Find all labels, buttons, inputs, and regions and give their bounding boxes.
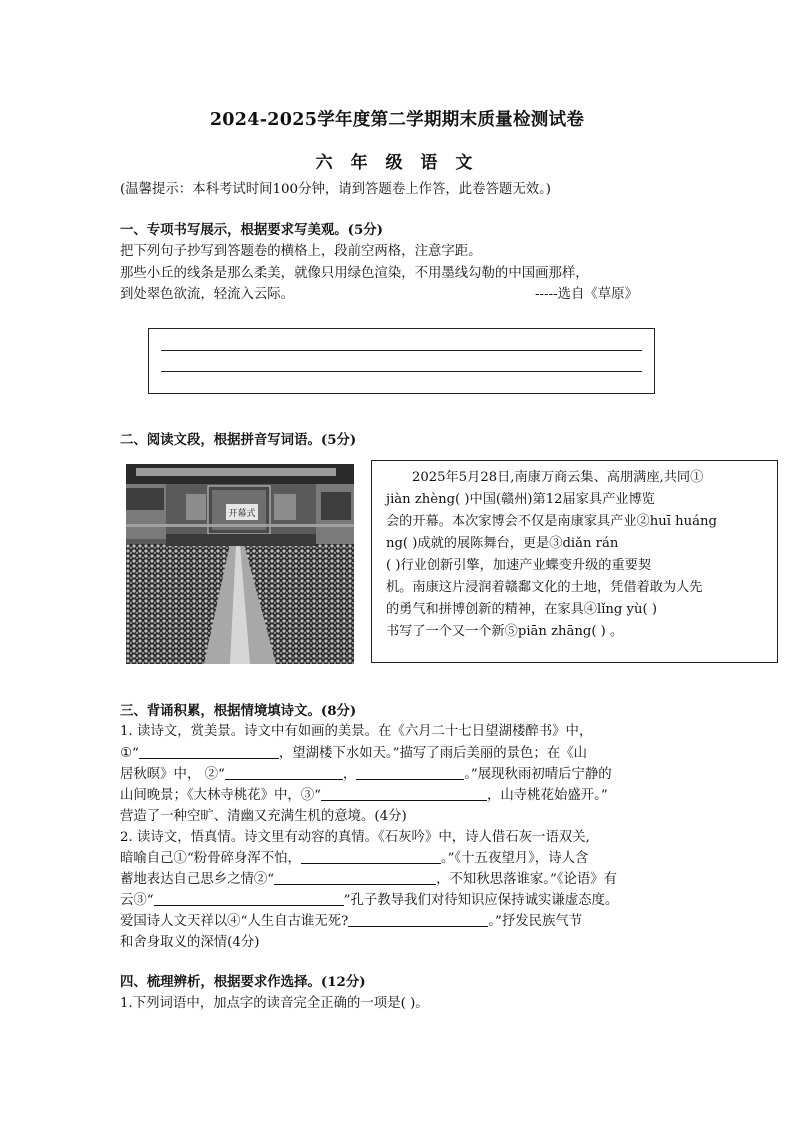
fill-blank[interactable]: [225, 765, 343, 780]
section3-line-3: [120, 765, 612, 785]
section1-source: -----选自《草原》: [535, 287, 638, 302]
section4-heading: 四、梳理辨析，根据要求作选择。(12分): [120, 974, 366, 990]
passage-line-4: ng( )成就的展陈舞台，更是③diǎn rán: [386, 536, 619, 551]
section1-passage-line2: 到处翠色欲流，轻流入云际。: [120, 287, 295, 302]
reading-passage-box: [371, 460, 778, 663]
section3-text: 蓄地表达自己思乡之情②“: [120, 872, 275, 887]
passage-line-6: 机。南康这片浸润着赣鄱文化的土地，凭借着敢为人先: [386, 580, 703, 595]
section3-text: ，山寺桃花始盛开。”: [487, 788, 608, 803]
section2-heading: 二、阅读文段，根据拼音写词语。(5分): [120, 432, 357, 448]
section3-heading: 三、背诵积累，根据情境填诗文。(8分): [120, 703, 357, 719]
section3-line-1: 1. 读诗文，赏美景。诗文中有如画的美景。在《六月二十七日望湖楼醉书》中，: [120, 724, 593, 739]
fill-blank[interactable]: [348, 912, 488, 927]
section3-text: ，: [342, 767, 357, 782]
exam-tip: (温馨提示：本科考试时间100分钟，请到答题卷上作答，此卷答题无效。): [120, 182, 552, 197]
section3-line-9: [120, 891, 618, 911]
passage-line-1: 2025年5月28日,南康万商云集、高朋满座,共同①: [412, 470, 704, 485]
section3-line-8: [120, 870, 617, 890]
section3-text: 居秋暝》中， ②“: [120, 767, 225, 782]
fill-blank[interactable]: [321, 786, 487, 801]
section3-text: 。”展现秋雨初晴后宁静的: [464, 767, 612, 782]
section3-line-4: [120, 786, 608, 806]
fill-blank[interactable]: [301, 849, 441, 864]
passage-line-5: ( )行业创新引擎，加速产业蝶变升级的重要契: [386, 558, 652, 573]
fill-blank[interactable]: [139, 744, 279, 759]
section3-text: 云③“: [120, 893, 154, 908]
fill-blank[interactable]: [274, 870, 436, 885]
section3-text: 山间晚景；《大林寺桃花》中，③“: [120, 788, 322, 803]
passage-line-8: 书写了一个又一个新⑤piān zhāng( ) 。: [386, 624, 624, 639]
section3-text: 。”《十五夜望月》，诗人含: [440, 851, 589, 866]
writing-rule-1: [161, 350, 642, 351]
exam-subtitle: 六 年 级 语 文: [315, 153, 479, 173]
section3-text: ，望湖楼下水如天。”描写了雨后美丽的景色；在《山: [278, 746, 587, 761]
section3-line-11: 和舍身取义的深情(4分): [120, 935, 260, 950]
expo-photo: [126, 464, 354, 664]
section4-question-1: 1.下列词语中，加点字的读音完全正确的一项是( )。: [120, 996, 429, 1011]
section3-line-10: [120, 912, 582, 932]
section3-text: ”孔子教导我们对待知识应保持诚实谦虚态度。: [343, 893, 619, 908]
writing-box: [148, 328, 655, 394]
section3-line-7: [120, 849, 588, 869]
passage-line-3: 会的开幕。本次家博会不仅是南康家具产业②huī huáng: [386, 514, 717, 529]
writing-rule-2: [161, 371, 642, 372]
section3-text: ①“: [120, 746, 139, 761]
section3-text: 。”抒发民族气节: [488, 914, 583, 929]
fill-blank[interactable]: [356, 765, 464, 780]
section3-line-2: [120, 744, 587, 764]
expo-photo-illustration: [126, 464, 354, 664]
section3-line-5: 营造了一种空旷、清幽又充满生机的意境。(4分): [120, 809, 407, 824]
passage-line-7: 的勇气和拼博创新的精神，在家具④lǐng yù( ): [386, 602, 657, 617]
section1-passage-line1: 那些小丘的线条是那么柔美，就像只用绿色渲染，不用墨线勾勒的中国画那样，: [120, 266, 589, 281]
section1-instruction: 把下列句子抄写到答题卷的横格上，段前空两格，注意字距。: [120, 244, 482, 259]
section3-text: 暗喻自己①“粉骨碎身浑不怕，: [120, 851, 301, 866]
section3-text: ，不知秋思落谁家。”《论语》有: [436, 872, 618, 887]
exam-title: 2024-2025学年度第二学期期末质量检测试卷: [209, 110, 585, 130]
section1-heading: 一、专项书写展示，根据要求写美观。(5分): [120, 222, 384, 238]
section3-text: 爱国诗人文天祥以④“人生自古谁无死?: [120, 914, 349, 929]
fill-blank[interactable]: [154, 891, 344, 906]
passage-line-2: jiàn zhèng( )中国(赣州)第12届家具产业博览: [386, 492, 655, 507]
photo-banner-text: 开幕式: [228, 509, 256, 519]
section3-line-6: 2. 读诗文，悟真情。诗文里有动容的真情。《石灰吟》中，诗人借石灰一语双关,: [120, 830, 590, 845]
